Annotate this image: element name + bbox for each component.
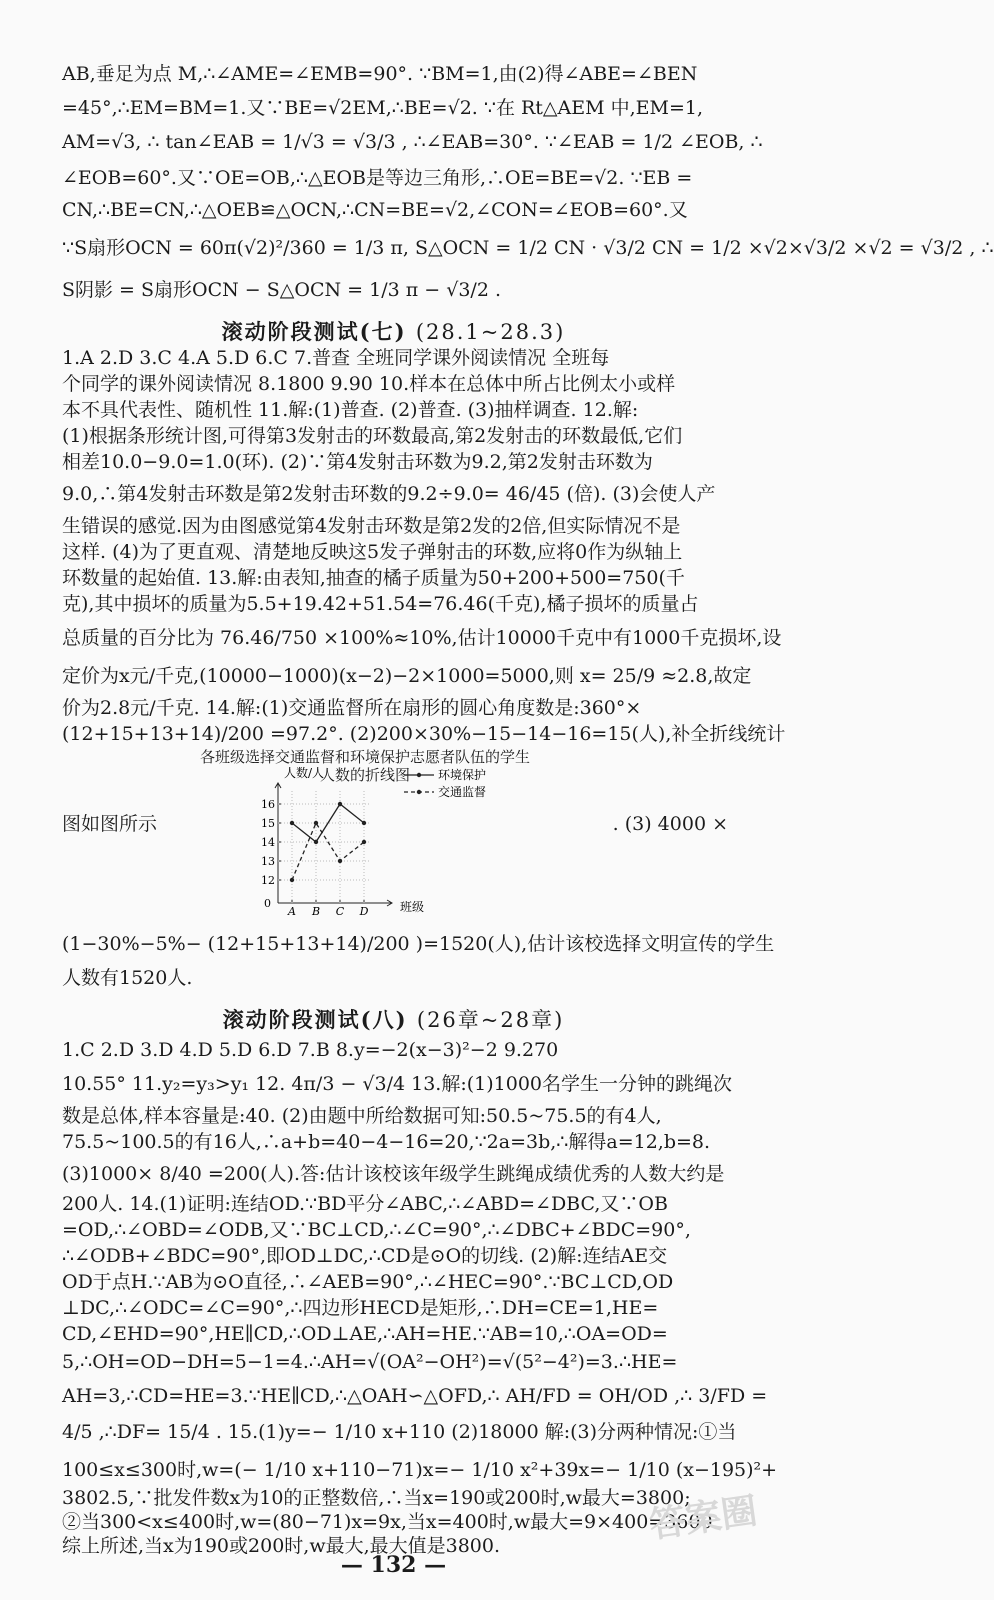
text-line: 生错误的感觉.因为由图感觉第4发射击环数是第2发的2倍,但实际情况不是 [62,515,681,537]
text-line: ②当300<x≤400时,w=(80−71)x=9x,当x=400时,w最大=9×400=3600. [62,1511,719,1533]
chart-title: 各班级选择交通监督和环境保护志愿者队伍的学生人数的折线图 [200,748,531,784]
text-line: 克),其中损坏的质量为5.5+19.42+51.54=76.46(千克),橘子损坏的质量占 [62,593,699,615]
y-tick-label: 14 [261,836,275,849]
section-7-title: 滚动阶段测试(七) [221,319,407,344]
text-line: =OD,∴∠OBD=∠ODB,又∵BC⊥CD,∴∠C=90°,∴∠DBC+∠BDC=90°, [62,1219,691,1241]
y-tick-label: 12 [261,874,275,887]
text-line: 总质量的百分比为 76.46/750 ×100%≈10%,估计10000千克中有1000千克损坏,设 [62,627,782,649]
text-line: 5,∴OH=OD−DH=5−1=4.∴AH=√(OA²−OH²)=√(5²−4²)=3.∴HE= [62,1351,678,1373]
text-line: (12+15+13+14)/200 =97.2°. (2)200×30%−15−14−16=15(人),补全折线统计 [62,723,786,745]
text-line: (1)根据条形统计图,可得第3发射击的环数最高,第2发射击的环数最低,它们 [62,425,683,447]
data-point [338,802,342,806]
origin-label: 0 [264,897,271,910]
text-line: 4/5 ,∴DF= 15/4 . 15.(1)y=− 1/10 x+110 (2)18000 解:(3)分两种情况:①当 [62,1421,737,1443]
chart-intro-text: 图如图所示 [62,813,158,835]
legend-marker [417,773,421,777]
text-line: 10.55° 11.y₂=y₃>y₁ 12. 4π/3 − √3/4 13.解:(1)1000名学生一分钟的跳绳次 [62,1073,733,1095]
section-7-range: (28.1~28.3) [415,320,566,344]
watermark-logo: 答案圈 [647,1490,760,1547]
legend-label: 交通监督 [438,785,487,799]
text-line: 相差10.0−9.0=1.0(环). (2)∵第4发射击环数为9.2,第2发射击环数为 [62,451,653,473]
text-line: CN,∴BE=CN,∴△OEB≌△OCN,∴CN=BE=√2,∠CON=∠EOB=60°.又 [62,199,688,221]
legend-marker [417,790,421,794]
text-line: 本不具代表性、随机性 11.解:(1)普查. (2)普查. (3)抽样调查. 12.解: [62,399,639,421]
text-line: 100≤x≤300时,w=(− 1/10 x+110−71)x=− 1/10 x²+39x=− 1/10 (x−195)²+ [62,1459,778,1481]
text-line: ∴∠ODB+∠BDC=90°,即OD⊥DC,∴CD是⊙O的切线. (2)解:连结AE交 [62,1245,668,1267]
text-line: 1.A 2.D 3.C 4.A 5.D 6.C 7.普查 全班同学课外阅读情况 全班每 [62,347,610,369]
x-axis-label: 班级 [400,900,425,914]
legend-label: 环境保护 [438,768,487,782]
text-line: AB,垂足为点 M,∴∠AME=∠EMB=90°. ∵BM=1,由(2)得∠ABE=∠BEN [62,63,698,85]
data-point [314,821,318,825]
x-tick-label: D [359,905,369,918]
text-line: (1−30%−5%− (12+15+13+14)/200 )=1520(人),估计该校选择文明宣传的学生 [62,933,775,955]
text-line: (3)1000× 8/40 =200(人).答:估计该校该年级学生跳绳成绩优秀的人数大约是 [62,1163,725,1185]
text-line: ∠EOB=60°.又∵OE=OB,∴△EOB是等边三角形,∴OE=BE=√2. ∵EB = [62,167,693,189]
text-line: 综上所述,当x为190或200时,w最大,最大值是3800. [62,1535,501,1557]
text-line: S阴影 = S扇形OCN − S△OCN = 1/3 π − √3/2 . [62,279,502,301]
text-line: 9.0,∴第4发射击环数是第2发射击环数的9.2÷9.0= 46/45 (倍). (3)会使人产 [62,483,716,505]
section-8-title: 滚动阶段测试(八) [222,1007,408,1032]
text-line: 个同学的课外阅读情况 8.1800 9.90 10.样本在总体中所占比例太小或样 [62,373,676,395]
text-line: 75.5~100.5的有16人,∴a+b=40−4−16=20,∵2a=3b,∴解得a=12,b=8. [62,1131,711,1153]
text-line: 1.C 2.D 3.D 4.D 5.D 6.D 7.B 8.y=−2(x−3)²−2 9.270 [62,1039,559,1061]
text-line: 价为2.8元/千克. 14.解:(1)交通监督所在扇形的圆心角度数是:360°× [62,697,642,719]
y-axis-label: 人数/人 [284,766,325,780]
line-chart [261,765,522,918]
x-tick-label: C [335,905,345,918]
data-point [362,840,366,844]
text-line: AH=3,∴CD=HE=3.∵HE∥CD,∴△OAH∽△OFD,∴ AH/FD = OH/OD ,∴ 3/FD = [62,1385,768,1407]
data-point [338,859,342,863]
text-line: =45°,∴EM=BM=1.又∵BE=√2EM,∴BE=√2. ∵在 Rt△AEM 中,EM=1, [62,97,704,119]
section-8-heading [0,1004,787,1034]
text-line: 环数量的起始值. 13.解:由表知,抽查的橘子质量为50+200+500=750(千 [62,567,685,589]
y-tick-label: 13 [261,855,275,868]
text-line: AM=√3, ∴ tan∠EAB = 1/√3 = √3/3 , ∴∠EAB=30°. ∵∠EAB = 1/2 ∠EOB, ∴ [62,131,763,153]
section-8-range: (26章~28章) [416,1008,565,1032]
text-line: 人数有1520人. [62,967,193,989]
text-line: 200人. 14.(1)证明:连结OD.∵BD平分∠ABC,∴∠ABD=∠DBC,又∵OB [62,1193,668,1215]
section-7-heading [0,316,787,346]
text-line: ∵S扇形OCN = 60π(√2)²/360 = 1/3 π, S△OCN = 1/2 CN · √3/2 CN = 1/2 ×√2×√3/2 ×√2 = √3/2 , ∴ [62,237,994,259]
data-point [314,840,318,844]
text-line: ⊥DC,∴∠ODC=∠C=90°,∴四边形HECD是矩形,∴DH=CE=1,HE= [62,1297,659,1319]
data-point [362,821,366,825]
page-number: — 132 — [340,1552,447,1578]
x-tick-label: A [288,905,296,918]
chart-after-text: . (3) 4000 × [612,813,728,835]
text-line: 3802.5,∵批发件数x为10的正整数倍,∴当x=190或200时,w最大=3800; [62,1487,691,1509]
y-tick-label: 15 [261,817,275,830]
text-line: OD于点H.∵AB为⊙O直径,∴∠AEB=90°,∴∠HEC=90°.∵BC⊥CD,OD [62,1271,674,1293]
text-line: 定价为x元/千克,(10000−1000)(x−2)−2×1000=5000,则 x= 25/9 ≈2.8,故定 [62,665,752,687]
data-point [290,821,294,825]
x-tick-label: B [311,905,321,918]
data-point [290,878,294,882]
text-line: 这样. (4)为了更直观、清楚地反映这5发子弹射击的环数,应将0作为纵轴上 [62,541,683,563]
text-line: 数是总体,样本容量是:40. (2)由题中所给数据可知:50.5~75.5的有4人, [62,1105,662,1127]
y-tick-label: 16 [261,798,275,811]
text-line: CD,∠EHD=90°,HE∥CD,∴OD⊥AE,∴AH=HE.∵AB=10,∴OA=OD= [62,1323,668,1345]
